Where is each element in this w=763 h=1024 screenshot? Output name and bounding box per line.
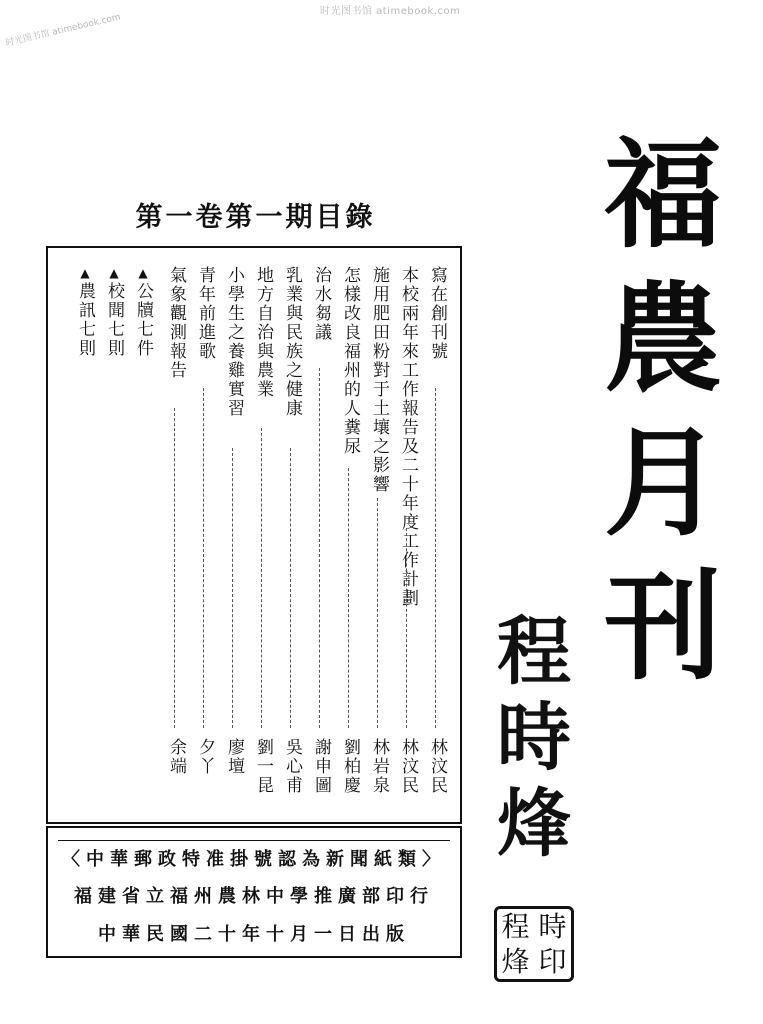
toc-entry-6-title[interactable]: 乳業與民族之健康: [282, 266, 302, 418]
leader-dots: [406, 528, 409, 728]
toc-entry-8-title[interactable]: 小學生之養雞實習: [224, 266, 244, 418]
toc-entry-9-title[interactable]: 青年前進歌: [195, 266, 215, 361]
leader-dots: [232, 448, 235, 728]
seal-char-4: 印: [538, 944, 567, 978]
toc-entry-8-author: 廖壇: [224, 738, 244, 776]
author-seal: [494, 906, 574, 982]
toc-entry-7-title[interactable]: 地方自治與農業: [253, 266, 273, 399]
toc-entry-9-author: 夕丫: [195, 738, 215, 776]
seal-char-3: 烽: [501, 944, 530, 978]
table-of-contents: [46, 246, 462, 824]
toc-entry-10-author: 余端: [166, 738, 186, 776]
toc-entry-10-title[interactable]: 氣象觀測報告: [166, 266, 186, 380]
publication-info: [46, 826, 462, 958]
toc-entry-4-author: 劉柏慶: [340, 738, 360, 795]
toc-heading: 第一卷第一期目錄: [135, 202, 376, 233]
publication-date: 中華民國二十年十月一日出版: [98, 924, 410, 945]
toc-entry-2-author: 林汶民: [398, 738, 418, 795]
author-signature: 程時烽: [485, 612, 571, 870]
watermark-left: 时光图书馆 atimebook.com: [4, 12, 122, 49]
toc-entry-3-title[interactable]: 施用肥田粉對于土壤之影響: [369, 266, 389, 494]
toc-entry-2-title[interactable]: 本校兩年來工作報告及二十年度工作計劃: [398, 266, 418, 608]
leader-dots: [435, 388, 438, 728]
toc-entry-7-author: 劉一昆: [253, 738, 273, 795]
triangle-bullet-icon: ▲: [107, 266, 121, 282]
toc-note-3-text: 農訊七則: [75, 282, 95, 358]
toc-note-2-text: 校聞七則: [104, 282, 124, 358]
toc-note-1-text: 公牘七件: [133, 282, 153, 358]
leader-dots: [377, 498, 380, 728]
toc-note-2[interactable]: [103, 266, 125, 358]
triangle-bullet-icon: ▲: [78, 266, 92, 282]
seal-char-1: 程: [501, 909, 530, 943]
toc-entry-6-author: 吳心甫: [282, 738, 302, 795]
seal-char-2: 時: [538, 909, 567, 943]
leader-dots: [290, 448, 293, 728]
registration-line: 〈中華郵政特准掛號認為新聞紙類〉: [58, 840, 450, 871]
toc-entry-4-title[interactable]: 怎樣改良福州的人糞尿: [340, 266, 360, 456]
leader-dots: [174, 408, 177, 728]
magazine-title: 福農月刊: [584, 132, 723, 708]
watermark-top: 时光图书馆 atimebook.com: [320, 6, 461, 17]
leader-dots: [203, 388, 206, 728]
toc-note-1[interactable]: [132, 266, 154, 358]
toc-entry-5-title[interactable]: 治水芻議: [311, 266, 331, 342]
toc-entry-3-author: 林岩泉: [369, 738, 389, 795]
leader-dots: [348, 468, 351, 728]
toc-entry-1-author: 林汶民: [427, 738, 447, 795]
leader-dots: [261, 428, 264, 728]
triangle-bullet-icon: ▲: [136, 266, 150, 282]
publisher-line: 福建省立福州農林中學推廣部印行: [74, 886, 434, 907]
toc-entry-5-author: 謝申圖: [311, 738, 331, 795]
toc-note-3[interactable]: [74, 266, 96, 358]
toc-entry-1-title[interactable]: 寫在創刊號: [427, 266, 447, 361]
leader-dots: [319, 368, 322, 728]
